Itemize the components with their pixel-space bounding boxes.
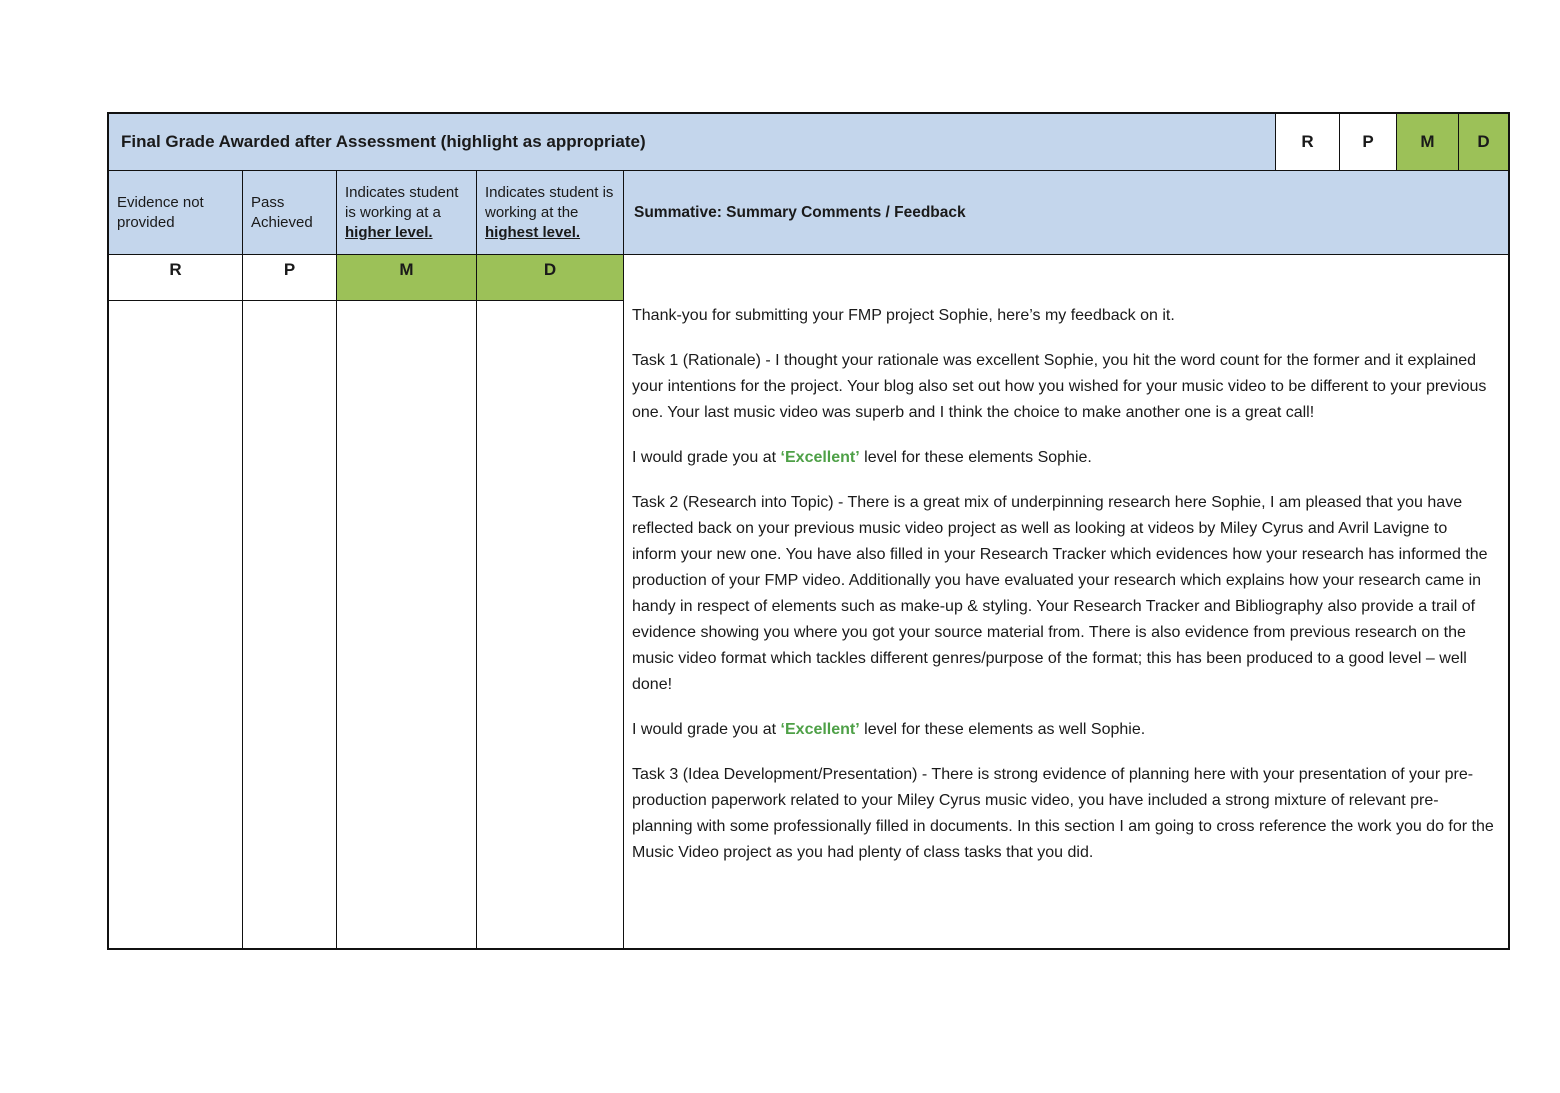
excellent-highlight-2: ‘Excellent’ [780,721,860,738]
feedback-paragraph-1: Thank-you for submitting your FMP project Sophie, here’s my feedback on it. [632,307,1175,324]
final-grade-option-d: D [1458,114,1508,170]
empty-cell-distinction [477,301,623,948]
feedback-paragraph-6: Task 3 (Idea Development/Presentation) - There is strong evidence of planning here with your presentation of your pre-production paperwork related to your Miley Cyrus music video, you have included a strong mixture of relevant pre-planning with some professionally filled in documents. In this section I am going to cross reference the work you do for the Music Video project as you had plenty of class tasks that you did. [632,766,1494,861]
header-summative-comments: Summative: Summary Comments / Feedback [623,171,1508,254]
grade-statement-before: I would grade you at [632,449,781,466]
empty-cell-merit [337,301,476,948]
empty-cell-evidence [109,301,242,948]
final-grade-option-r: R [1275,114,1339,170]
final-grade-row [109,114,1508,170]
grade-cell-p: P [243,255,336,301]
column-header-row [109,170,1508,254]
feedback-paragraph-2: Task 1 (Rationale) - I thought your rationale was excellent Sophie, you hit the word count for the former and it explained your intentions for the project. Your blog also set out how you wished for your music video to be different to your previous one. Your last music video was superb and I think the choice to make another one is a great call! [632,352,1487,421]
final-grade-option-p: P [1339,114,1396,170]
header-pass-achieved: Pass Achieved [242,171,336,254]
grade-statement2-after: level for these elements as well Sophie. [859,721,1146,738]
table-body-row [109,254,1508,948]
assessment-table [107,112,1510,950]
highest-level-emphasis: highest level. [485,223,581,241]
grade-statement2-before: I would grade you at [632,721,781,738]
column-evidence [109,255,242,948]
header-highest-level-text [485,183,615,243]
empty-cell-pass [243,301,336,948]
feedback-paragraph-5 [632,717,1496,743]
grade-cell-r: R [109,255,242,301]
summative-feedback-cell [623,255,1508,948]
higher-level-prefix: Indicates student is working at a [345,183,459,221]
final-grade-option-m: M [1396,114,1458,170]
column-pass [242,255,336,948]
higher-level-emphasis: higher level. [345,223,433,241]
grade-cell-m: M [337,255,476,301]
grade-statement-after: level for these elements Sophie. [859,449,1092,466]
column-distinction [476,255,623,948]
header-evidence-not-provided: Evidence not provided [109,171,242,254]
header-higher-level-text [345,183,468,243]
header-highest-level [476,171,623,254]
excellent-highlight: ‘Excellent’ [780,449,860,466]
final-grade-title: Final Grade Awarded after Assessment (highlight as appropriate) [109,114,1275,170]
column-merit [336,255,476,948]
header-higher-level [336,171,476,254]
feedback-paragraph-3 [632,445,1496,471]
feedback-paragraph-4: Task 2 (Research into Topic) - There is a great mix of underpinning research here Sophie, I am pleased that you have reflected back on your previous music video project as well as looking at videos by Miley Cyrus and Avril Lavigne to inform your new one. You have also filled in your Research Tracker which evidences how your research has informed the production of your FMP video. Additionally you have evaluated your research which explains how your research came in handy in respect of elements such as make-up & styling. Your Research Tracker and Bibliography also provide a trail of evidence showing you where you got your source material from. There is also evidence from previous research on the music video format which tackles different genres/purpose of the format; this has been produced to a good level – well done! [632,494,1488,693]
highest-level-prefix: Indicates student is working at the [485,183,614,221]
grade-cell-d: D [477,255,623,301]
